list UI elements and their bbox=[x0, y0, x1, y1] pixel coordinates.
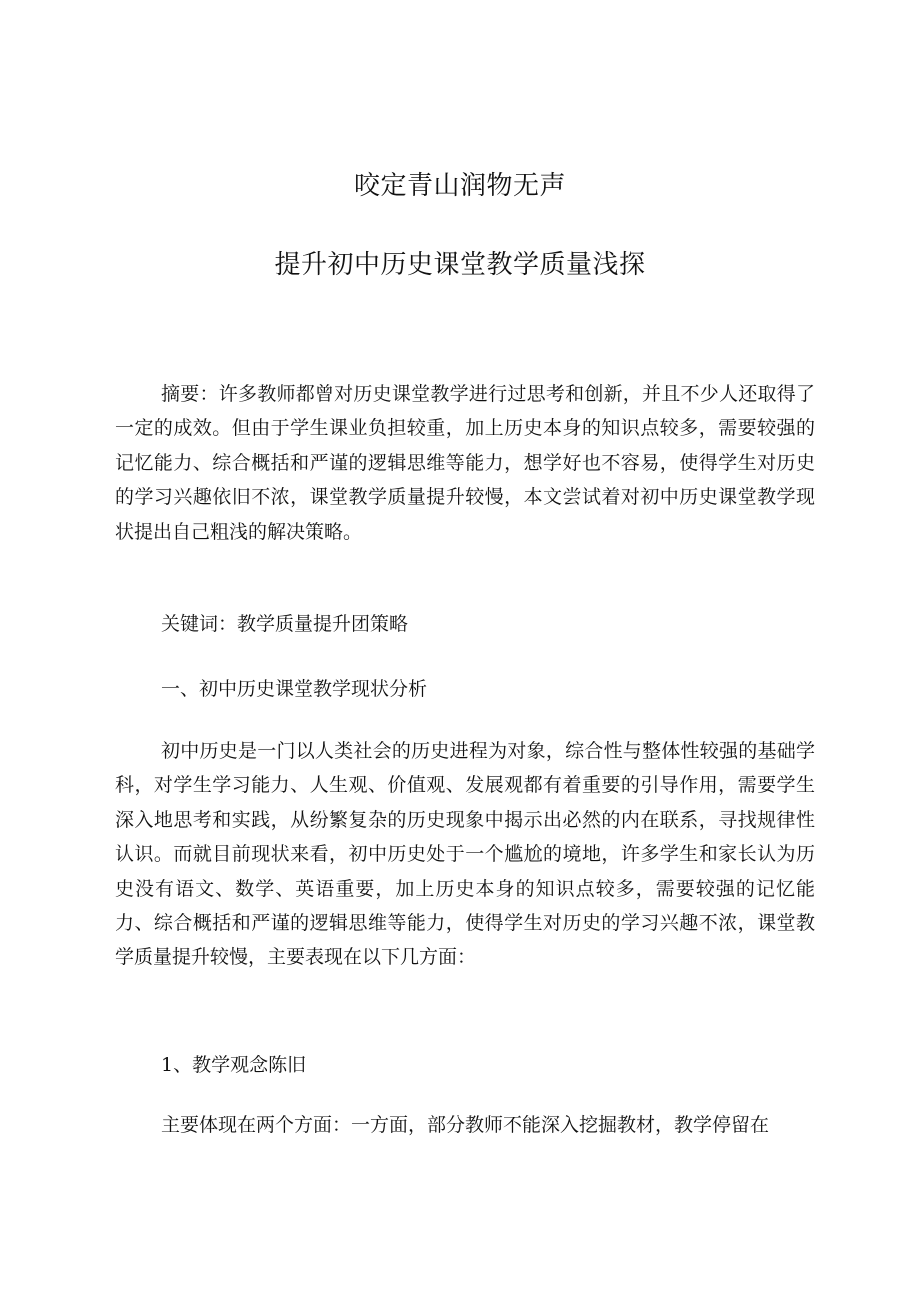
document-title: 咬定青山润物无声 bbox=[353, 171, 566, 201]
abstract-paragraph: 摘要：许多教师都曾对历史课堂教学进行过思考和创新，并且不少人还取得了一定的成效。但由于学生课业负担较重，加上历史本身的知识点较多，需要较强的记忆能力、综合概括和严谨的逻辑思维等能力，想学好也不容易，使得学生对历史的学习兴趣依旧不浓，课堂教学质量提升较慢，本文尝试着对初中历史课堂教学现状提出自己粗浅的解决策略。 bbox=[115, 383, 815, 543]
section-heading: 一、初中历史课堂教学现状分析 bbox=[161, 678, 428, 700]
document-subtitle: 提升初中历史课堂教学质量浅探 bbox=[274, 250, 646, 280]
body-paragraph-partial: 主要体现在两个方面：一方面，部分教师不能深入挖掘教材，教学停留在 bbox=[161, 1114, 770, 1136]
keywords-line: 关键词：教学质量提升团策略 bbox=[161, 613, 409, 635]
subsection-heading: 1、教学观念陈旧 bbox=[161, 1054, 307, 1076]
body-paragraph: 初中历史是一门以人类社会的历史进程为对象，综合性与整体性较强的基础学科，对学生学习能力、人生观、价值观、发展观都有着重要的引导作用，需要学生深入地思考和实践，从纷繁复杂的历史现象中揭示出必然的内在联系，寻找规律性认识。而就目前现状来看，初中历史处于一个尴尬的境地，许多学生和家长认为历史没有语文、数学、英语重要，加上历史本身的知识点较多，需要较强的记忆能力、综合概括和严谨的逻辑思维等能力，使得学生对历史的学习兴趣不浓，课堂教学质量提升较慢，主要表现在以下几方面： bbox=[115, 740, 815, 969]
